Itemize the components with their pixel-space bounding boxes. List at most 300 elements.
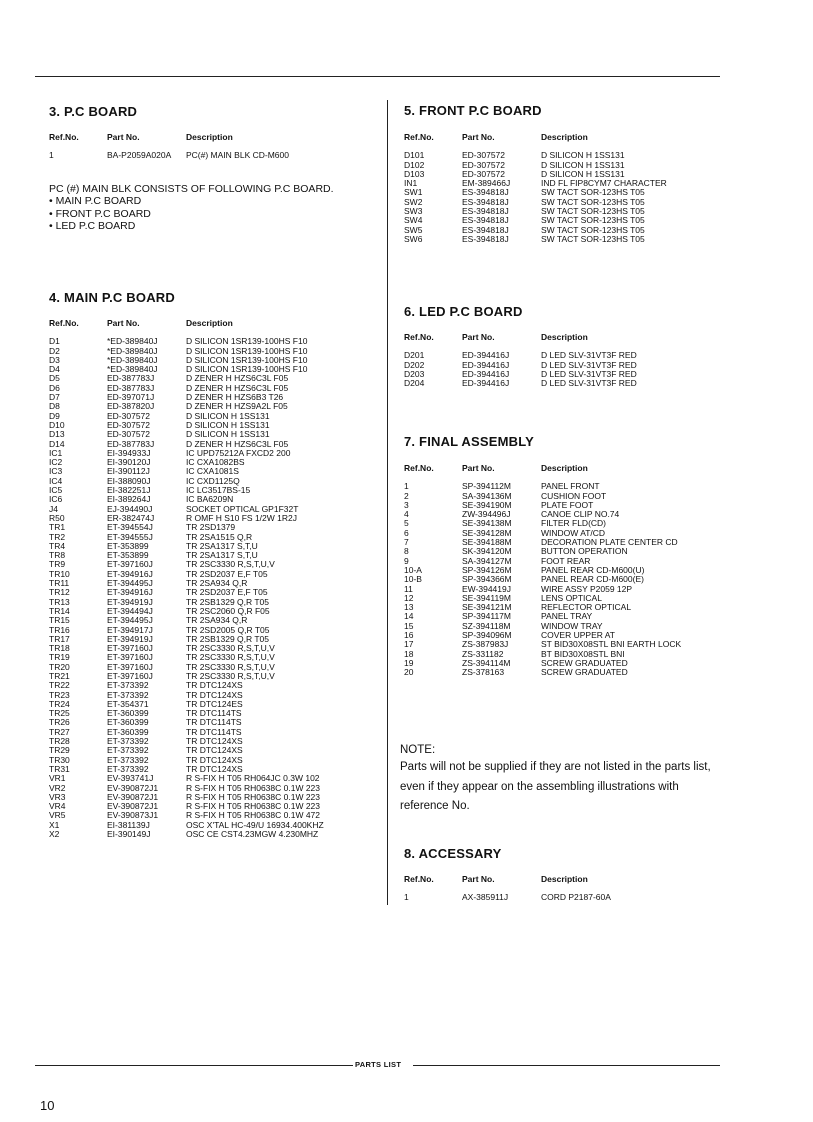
ref-no-cell: D103: [404, 168, 425, 179]
page-number: 10: [40, 1098, 55, 1113]
ref-no-cell: X2: [49, 829, 60, 840]
description-cell: TR DTC124XS: [186, 745, 243, 756]
ref-no-cell: 12: [404, 592, 414, 603]
description-cell: IC BA6209N: [186, 494, 234, 505]
description-cell: FOOT REAR: [541, 555, 591, 566]
description-cell: TR DTC124XS: [186, 689, 243, 700]
description-cell: D SILICON H 1SS131: [541, 150, 625, 161]
ref-no-cell: 20: [404, 667, 414, 678]
ref-no-cell: D7: [49, 392, 60, 403]
part-no-cell: ET-353899: [107, 550, 149, 561]
ref-no-cell: D4: [49, 364, 60, 375]
description-cell: TR 2SC3330 R,S,T,U,V: [186, 643, 275, 654]
parts-table: [404, 464, 681, 678]
description-cell: TR 2SB1329 Q,R T05: [186, 633, 269, 644]
ref-no-cell: TR29: [49, 745, 70, 756]
ref-no-cell: 1: [404, 892, 409, 903]
note-text: Parts will not be supplied if they are not listed in the parts list, even if they appear on the assembling illustrations with reference No.: [400, 761, 711, 812]
section-title: 7. FINAL ASSEMBLY: [404, 434, 535, 449]
ref-no-cell: J4: [49, 503, 58, 514]
description-cell: SOCKET OPTICAL GP1F32T: [186, 503, 299, 514]
ref-no-cell: 4: [404, 509, 409, 520]
ref-no-cell: TR26: [49, 717, 70, 728]
table-row: [404, 893, 611, 902]
part-no-cell: SE-394188M: [462, 537, 512, 548]
description-cell: PANEL FRONT: [541, 481, 600, 492]
description-cell: SCREW GRADUATED: [541, 667, 628, 678]
description-cell: TR DTC114TS: [186, 717, 242, 728]
description-cell: TR 2SA934 Q,R: [186, 615, 248, 626]
part-no-cell: EI-390120J: [107, 457, 151, 468]
led-pc-board-section: [404, 304, 637, 388]
ref-no-cell: TR8: [49, 550, 66, 561]
ref-no-cell: IC3: [49, 466, 63, 477]
part-no-cell: EJ-394490J: [107, 503, 153, 514]
description-cell: COVER UPPER AT: [541, 630, 615, 641]
description-cell: BUTTON OPERATION: [541, 546, 628, 557]
ref-header: Ref.No.: [49, 132, 79, 142]
part-no-cell: EI-390149J: [107, 829, 151, 840]
part-header: Part No.: [107, 132, 140, 142]
description-cell: SW TACT SOR-123HS T05: [541, 233, 645, 244]
description-cell: TR 2SC2060 Q,R F05: [186, 605, 270, 616]
ref-header: Ref.No.: [404, 132, 434, 142]
ref-no-cell: D204: [404, 378, 425, 389]
description-cell: D SILICON H 1SS131: [186, 410, 270, 421]
part-no-cell: SP-394117M: [462, 611, 511, 622]
description-cell: TR 2SD2037 E,F T05: [186, 587, 268, 598]
ref-no-cell: D201: [404, 350, 425, 361]
part-no-cell: SA-394136M: [462, 490, 512, 501]
part-header: Part No.: [462, 874, 495, 884]
ref-no-cell: D5: [49, 373, 60, 384]
description-cell: SW TACT SOR-123HS T05: [541, 196, 645, 207]
description-cell: PANEL REAR CD-M600(E): [541, 574, 644, 585]
desc-header: Description: [541, 332, 588, 342]
description-cell: D SILICON 1SR139-100HS F10: [186, 345, 308, 356]
section-title: 6. LED P.C BOARD: [404, 304, 523, 319]
ref-no-cell: D14: [49, 438, 65, 449]
ref-no-cell: 7: [404, 537, 409, 548]
ref-no-cell: D8: [49, 401, 60, 412]
part-no-cell: ET-394916J: [107, 587, 153, 598]
description-cell: TR DTC114TS: [186, 708, 242, 719]
description-cell: IC LC3517BS-15: [186, 485, 251, 496]
table-row: [404, 161, 667, 170]
part-no-cell: AX-385911J: [462, 892, 509, 903]
desc-header: Description: [541, 463, 588, 473]
ref-no-cell: 11: [404, 583, 413, 594]
bullet-item: • LED P.C BOARD: [49, 220, 136, 233]
description-cell: D ZENER H HZS9A2L F05: [186, 401, 288, 412]
ref-no-cell: IC6: [49, 494, 63, 505]
ref-no-cell: 17: [404, 639, 414, 650]
part-no-cell: SE-394121M: [462, 602, 512, 613]
part-no-cell: ET-394917J: [107, 624, 153, 635]
part-no-cell: ZW-394496J: [462, 509, 511, 520]
part-no-cell: ED-387783J: [107, 438, 155, 449]
description-cell: TR 2SC3330 R,S,T,U,V: [186, 670, 275, 681]
note-title: NOTE:: [400, 744, 436, 756]
part-no-cell: *ED-389840J: [107, 345, 158, 356]
ref-no-cell: 10-B: [404, 574, 422, 585]
ref-no-cell: X1: [49, 819, 60, 830]
page-footer: [35, 1060, 720, 1070]
part-no-cell: EI-388090J: [107, 475, 151, 486]
part-no-cell: EI-390112J: [107, 466, 150, 477]
ref-no-cell: TR9: [49, 559, 66, 570]
table-header: [404, 464, 681, 482]
part-no-cell: ET-397160J: [107, 559, 153, 570]
desc-header: Description: [541, 874, 588, 884]
ref-no-cell: TR15: [49, 615, 70, 626]
part-no-cell: ED-397071J: [107, 392, 155, 403]
ref-no-cell: 9: [404, 555, 409, 566]
parts-table: [404, 333, 637, 388]
description-cell: WINDOW TRAY: [541, 620, 603, 631]
part-no-cell: ET-397160J: [107, 670, 153, 681]
description-cell: D LED SLV-31VT3F RED: [541, 378, 637, 389]
desc-header: Description: [186, 132, 233, 142]
part-no-cell: ED-394416J: [462, 359, 510, 370]
ref-no-cell: TR19: [49, 652, 70, 663]
part-no-cell: ET-373392: [107, 689, 149, 700]
description-cell: SW TACT SOR-123HS T05: [541, 215, 645, 226]
ref-no-cell: TR23: [49, 689, 70, 700]
part-no-cell: ZS-387983J: [462, 639, 509, 650]
part-no-cell: ET-397160J: [107, 652, 153, 663]
part-no-cell: EM-389466J: [462, 178, 511, 189]
ref-no-cell: TR10: [49, 568, 70, 579]
ref-no-cell: TR24: [49, 698, 70, 709]
ref-no-cell: D2: [49, 345, 60, 356]
part-no-cell: SP-394366M: [462, 574, 512, 585]
ref-no-cell: TR18: [49, 643, 70, 654]
part-no-cell: ET-397160J: [107, 661, 153, 672]
ref-no-cell: SW3: [404, 206, 423, 217]
table-row: [404, 151, 667, 160]
description-cell: D SILICON 1SR139-100HS F10: [186, 336, 308, 347]
part-no-cell: *ED-389840J: [107, 336, 158, 347]
ref-header: Ref.No.: [404, 332, 434, 342]
table-row: [49, 151, 289, 160]
description-cell: OSC CE CST4.23MGW 4.230MHZ: [186, 829, 319, 840]
part-no-cell: EI-381139J: [107, 819, 150, 830]
part-no-cell: ET-360399: [107, 708, 149, 719]
description-cell: TR 2SC3330 R,S,T,U,V: [186, 652, 275, 663]
description-cell: CANOE CLIP NO.74: [541, 509, 620, 520]
ref-no-cell: 19: [404, 657, 414, 668]
part-no-cell: ED-394416J: [462, 350, 510, 361]
part-no-cell: SA-394127M: [462, 555, 512, 566]
table-header: [49, 133, 289, 151]
ref-header: Ref.No.: [49, 318, 79, 328]
consists-text: PC (#) MAIN BLK CONSISTS OF FOLLOWING P.C BOARD.: [49, 182, 334, 195]
description-cell: D LED SLV-31VT3F RED: [541, 350, 637, 361]
desc-header: Description: [186, 318, 233, 328]
description-cell: IC CXD1125Q: [186, 475, 240, 486]
part-no-cell: ET-373392: [107, 745, 149, 756]
part-no-cell: ET-373392: [107, 754, 149, 765]
accessary-section: [404, 846, 611, 903]
footer-label: PARTS LIST: [355, 1060, 402, 1069]
description-cell: SW TACT SOR-123HS T05: [541, 206, 645, 217]
description-cell: TR 2SA934 Q,R: [186, 578, 248, 589]
part-no-cell: ET-394495J: [107, 578, 153, 589]
part-no-cell: ED-394416J: [462, 368, 510, 379]
part-no-cell: SP-394096M: [462, 630, 512, 641]
ref-no-cell: TR17: [49, 633, 70, 644]
ref-no-cell: TR25: [49, 708, 70, 719]
table-row: [404, 668, 681, 677]
description-cell: FILTER FLD(CD): [541, 518, 607, 529]
table-header: [404, 333, 637, 351]
part-no-cell: ED-307572: [107, 410, 151, 421]
footer-rule-right: [413, 1065, 720, 1066]
part-no-cell: ED-307572: [462, 159, 506, 170]
part-no-cell: ED-307572: [107, 429, 151, 440]
description-cell: TR 2SC3330 R,S,T,U,V: [186, 559, 275, 570]
part-no-cell: ZS-331182: [462, 648, 504, 659]
ref-no-cell: 1: [49, 150, 54, 161]
footer-rule-left: [35, 1065, 353, 1066]
ref-no-cell: R50: [49, 512, 65, 523]
bullet-item: • MAIN P.C BOARD: [49, 195, 142, 208]
description-cell: TR 2SA1317 S,T,U: [186, 550, 258, 561]
ref-no-cell: TR1: [49, 522, 66, 533]
description-cell: PANEL TRAY: [541, 611, 593, 622]
description-cell: TR DTC124XS: [186, 763, 243, 774]
column-divider: [387, 100, 388, 905]
ref-no-cell: IN1: [404, 178, 418, 189]
description-cell: PLATE FOOT: [541, 499, 594, 510]
part-no-cell: ES-394818J: [462, 215, 509, 226]
part-no-cell: ED-387820J: [107, 401, 155, 412]
part-no-cell: EV-390872J1: [107, 791, 159, 802]
description-cell: IND FL FIP8CYM7 CHARACTER: [541, 178, 667, 189]
part-no-cell: ET-397160J: [107, 643, 153, 654]
table-header: [404, 133, 667, 151]
part-no-cell: ET-373392: [107, 763, 149, 774]
part-header: Part No.: [462, 332, 495, 342]
parts-table: [404, 133, 667, 244]
ref-no-cell: TR13: [49, 596, 70, 607]
table-header: [49, 319, 324, 337]
ref-no-cell: TR14: [49, 605, 70, 616]
description-cell: TR 2SA1515 Q,R: [186, 531, 253, 542]
ref-no-cell: 15: [404, 620, 414, 631]
ref-no-cell: TR21: [49, 670, 70, 681]
description-cell: R S-FIX H T05 RH0638C 0.1W 223: [186, 782, 321, 793]
ref-no-cell: D102: [404, 159, 425, 170]
description-cell: SCREW GRADUATED: [541, 657, 628, 668]
ref-no-cell: VR4: [49, 801, 66, 812]
description-cell: R S-FIX H T05 RH0638C 0.1W 223: [186, 801, 321, 812]
top-rule: [35, 76, 720, 77]
part-no-cell: ZS-394114M: [462, 657, 511, 668]
description-cell: D LED SLV-31VT3F RED: [541, 359, 637, 370]
description-cell: R S-FIX H T05 RH0638C 0.1W 223: [186, 791, 321, 802]
part-no-cell: ED-307572: [462, 168, 506, 179]
ref-no-cell: TR12: [49, 587, 70, 598]
part-no-cell: ET-373392: [107, 736, 149, 747]
description-cell: IC CXA1082BS: [186, 457, 245, 468]
description-cell: IC UPD75212A FXCD2 200: [186, 447, 291, 458]
parts-table: [49, 319, 324, 839]
parts-table: [404, 875, 611, 903]
description-cell: PANEL REAR CD-M600(U): [541, 564, 645, 575]
part-no-cell: SK-394120M: [462, 546, 512, 557]
description-cell: WIRE ASSY P2059 12P: [541, 583, 633, 594]
description-cell: TR 2SA1317 S,T,U: [186, 540, 258, 551]
part-no-cell: ED-307572: [462, 150, 506, 161]
ref-no-cell: D101: [404, 150, 425, 161]
ref-no-cell: 8: [404, 546, 409, 557]
part-no-cell: EI-382251J: [107, 485, 151, 496]
description-cell: D ZENER H HZS6C3L F05: [186, 382, 289, 393]
description-cell: CORD P2187-60A: [541, 892, 611, 903]
ref-no-cell: D13: [49, 429, 65, 440]
part-no-cell: SE-394138M: [462, 518, 512, 529]
part-no-cell: *ED-389840J: [107, 364, 158, 375]
description-cell: TR DTC124ES: [186, 698, 243, 709]
parts-table: [49, 133, 289, 161]
description-cell: IC CXA1081S: [186, 466, 239, 477]
ref-no-cell: SW2: [404, 196, 423, 207]
desc-header: Description: [541, 132, 588, 142]
part-no-cell: ET-354371: [107, 698, 149, 709]
section-title: 8. ACCESSARY: [404, 846, 502, 861]
description-cell: PC(#) MAIN BLK CD-M600: [186, 150, 289, 161]
part-no-cell: ED-307572: [107, 419, 151, 430]
section-title: 5. FRONT P.C BOARD: [404, 103, 542, 118]
section-title: 4. MAIN P.C BOARD: [49, 290, 175, 305]
ref-header: Ref.No.: [404, 463, 434, 473]
ref-no-cell: TR27: [49, 726, 70, 737]
ref-no-cell: 1: [404, 481, 409, 492]
description-cell: TR DTC124XS: [186, 680, 243, 691]
part-no-cell: EW-394419J: [462, 583, 511, 594]
part-header: Part No.: [107, 318, 140, 328]
ref-no-cell: SW6: [404, 233, 423, 244]
final-assembly-section: [404, 434, 681, 678]
description-cell: TR DTC124XS: [186, 736, 243, 747]
description-cell: R OMF H S10 FS 1/2W 1R2J: [186, 512, 297, 523]
part-no-cell: SP-394112M: [462, 481, 511, 492]
ref-no-cell: VR3: [49, 791, 66, 802]
part-header: Part No.: [462, 463, 495, 473]
ref-no-cell: D6: [49, 382, 60, 393]
description-cell: R S-FIX H T05 RH064JC 0.3W 102: [186, 773, 320, 784]
ref-no-cell: VR2: [49, 782, 66, 793]
ref-no-cell: IC1: [49, 447, 63, 458]
description-cell: SW TACT SOR-123HS T05: [541, 224, 645, 235]
part-no-cell: ET-373392: [107, 680, 149, 691]
ref-no-cell: 16: [404, 630, 414, 641]
part-no-cell: ER-382474J: [107, 512, 155, 523]
description-cell: D SILICON H 1SS131: [186, 429, 270, 440]
pc-board-section: [49, 104, 334, 233]
description-cell: TR 2SC3330 R,S,T,U,V: [186, 661, 275, 672]
ref-no-cell: D9: [49, 410, 60, 421]
description-cell: ST BID30X08STL BNI EARTH LOCK: [541, 639, 682, 650]
part-no-cell: ET-394919J: [107, 596, 153, 607]
description-cell: D SILICON H 1SS131: [541, 168, 625, 179]
ref-no-cell: 10-A: [404, 564, 422, 575]
part-header: Part No.: [462, 132, 495, 142]
table-row: [404, 235, 667, 244]
description-cell: DECORATION PLATE CENTER CD: [541, 537, 678, 548]
part-no-cell: ED-387783J: [107, 382, 155, 393]
part-no-cell: ET-394494J: [107, 605, 153, 616]
part-no-cell: *ED-389840J: [107, 354, 158, 365]
description-cell: D SILICON H 1SS131: [186, 419, 270, 430]
note-section: [400, 744, 723, 817]
ref-no-cell: D10: [49, 419, 65, 430]
description-cell: TR 2SD1379: [186, 522, 236, 533]
ref-no-cell: D3: [49, 354, 60, 365]
table-row: [49, 830, 324, 839]
ref-no-cell: 18: [404, 648, 414, 659]
part-no-cell: ZS-378163: [462, 667, 505, 678]
part-no-cell: EI-394933J: [107, 447, 151, 458]
part-no-cell: ES-394818J: [462, 233, 509, 244]
ref-no-cell: TR4: [49, 540, 66, 551]
ref-no-cell: 3: [404, 499, 409, 510]
part-no-cell: ET-394495J: [107, 615, 153, 626]
part-no-cell: SZ-394118M: [462, 620, 511, 631]
ref-no-cell: TR28: [49, 736, 70, 747]
ref-no-cell: VR5: [49, 810, 66, 821]
part-no-cell: SE-394119M: [462, 592, 511, 603]
part-no-cell: SE-394128M: [462, 527, 512, 538]
ref-no-cell: VR1: [49, 773, 66, 784]
part-no-cell: ES-394818J: [462, 206, 509, 217]
part-no-cell: EV-390872J1: [107, 782, 159, 793]
ref-no-cell: 2: [404, 490, 409, 501]
description-cell: D ZENER H HZS6C3L F05: [186, 373, 289, 384]
ref-no-cell: TR2: [49, 531, 66, 542]
part-no-cell: SE-394190M: [462, 499, 512, 510]
description-cell: D ZENER H HZS6C3L F05: [186, 438, 289, 449]
front-pc-board-section: [404, 103, 667, 244]
description-cell: TR 2SB1329 Q,R T05: [186, 596, 269, 607]
description-cell: R S-FIX H T05 RH0638C 0.1W 472: [186, 810, 321, 821]
description-cell: D LED SLV-31VT3F RED: [541, 368, 637, 379]
description-cell: SW TACT SOR-123HS T05: [541, 187, 645, 198]
part-no-cell: ES-394818J: [462, 224, 509, 235]
description-cell: D SILICON 1SR139-100HS F10: [186, 364, 308, 375]
description-cell: WINDOW AT/CD: [541, 527, 606, 538]
ref-no-cell: 13: [404, 602, 414, 613]
ref-no-cell: TR30: [49, 754, 70, 765]
part-no-cell: ET-353899: [107, 540, 149, 551]
part-no-cell: ET-394916J: [107, 568, 153, 579]
part-no-cell: ES-394818J: [462, 187, 509, 198]
ref-no-cell: TR31: [49, 763, 70, 774]
ref-no-cell: TR22: [49, 680, 70, 691]
part-no-cell: EV-390872J1: [107, 801, 159, 812]
ref-no-cell: 14: [404, 611, 414, 622]
ref-no-cell: IC2: [49, 457, 63, 468]
description-cell: D SILICON 1SR139-100HS F10: [186, 354, 308, 365]
description-cell: TR DTC124XS: [186, 754, 243, 765]
part-no-cell: EV-393741J: [107, 773, 154, 784]
ref-no-cell: D203: [404, 368, 425, 379]
description-cell: LENS OPTICAL: [541, 592, 602, 603]
table-row: [404, 379, 637, 388]
part-no-cell: ET-394555J: [107, 531, 153, 542]
